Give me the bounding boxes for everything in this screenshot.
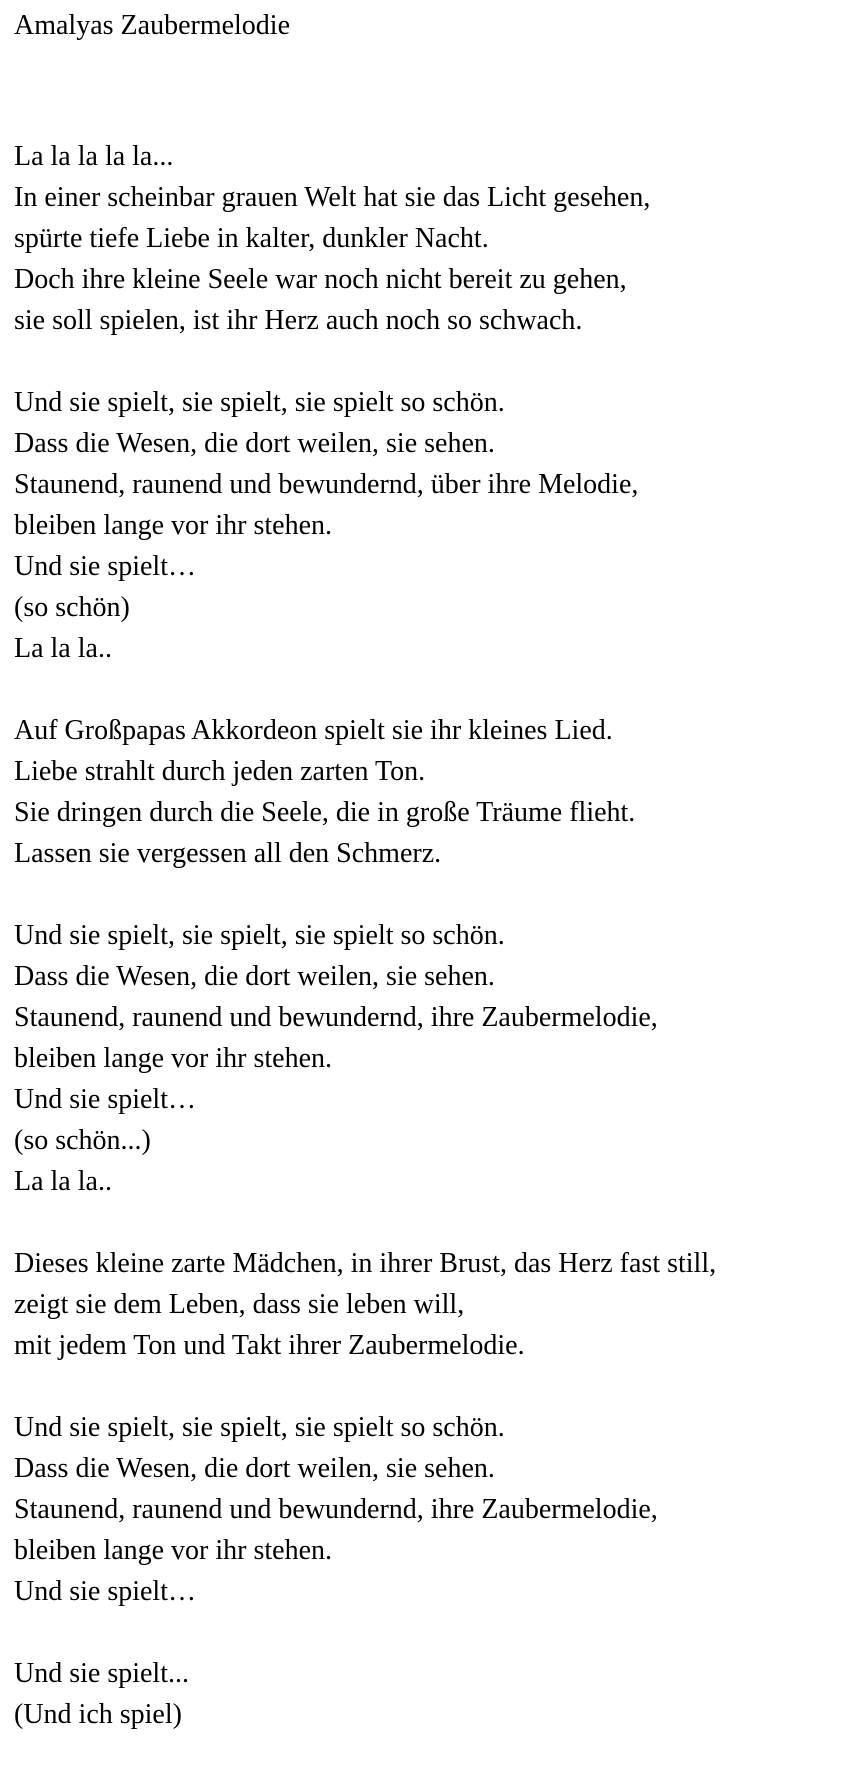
stanza	[14, 1243, 848, 1366]
lyric-line: (so schön...)	[14, 1125, 151, 1156]
lyric-line: bleiben lange vor ihr stehen.	[14, 1535, 333, 1566]
lyric-line: Dass die Wesen, die dort weilen, sie sehen.	[14, 1453, 495, 1484]
lyric-line: spürte tiefe Liebe in kalter, dunkler Nacht.	[14, 223, 489, 254]
lyrics-body	[14, 136, 848, 1735]
lyric-line: Lassen sie vergessen all den Schmerz.	[14, 838, 442, 869]
stanza	[14, 1653, 848, 1735]
lyric-line: (Und ich spiel)	[14, 1699, 182, 1730]
lyric-line: zeigt sie dem Leben, dass sie leben will,	[14, 1289, 465, 1320]
stanza	[14, 710, 848, 874]
lyric-line: Dieses kleine zarte Mädchen, in ihrer Brust, das Herz fast still,	[14, 1248, 717, 1279]
lyric-line: Staunend, raunend und bewundernd, ihre Zaubermelodie,	[14, 1002, 658, 1033]
lyric-line: In einer scheinbar grauen Welt hat sie das Licht gesehen,	[14, 182, 651, 213]
lyric-line: Sie dringen durch die Seele, die in große Träume flieht.	[14, 797, 636, 828]
stanza	[14, 1407, 848, 1612]
lyric-line: Auf Großpapas Akkordeon spielt sie ihr kleines Lied.	[14, 715, 613, 746]
lyric-line: bleiben lange vor ihr stehen.	[14, 1043, 333, 1074]
lyric-line: Und sie spielt…	[14, 1084, 196, 1115]
song-title: Amalyas Zaubermelodie	[14, 10, 291, 41]
lyric-line: La la la..	[14, 633, 112, 664]
lyric-line: Staunend, raunend und bewundernd, ihre Zaubermelodie,	[14, 1494, 658, 1525]
lyric-line: sie soll spielen, ist ihr Herz auch noch so schwach.	[14, 305, 583, 336]
lyric-line: Und sie spielt, sie spielt, sie spielt so schön.	[14, 1412, 505, 1443]
lyric-line: (so schön)	[14, 592, 130, 623]
stanza	[14, 382, 848, 669]
lyric-line: Dass die Wesen, die dort weilen, sie sehen.	[14, 428, 495, 459]
lyric-line: Dass die Wesen, die dort weilen, sie sehen.	[14, 961, 495, 992]
lyric-line: Staunend, raunend und bewundernd, über ihre Melodie,	[14, 469, 639, 500]
lyric-line: La la la la la...	[14, 141, 174, 172]
lyric-line: Und sie spielt...	[14, 1658, 189, 1689]
lyric-line: Und sie spielt, sie spielt, sie spielt so schön.	[14, 920, 505, 951]
lyric-line: bleiben lange vor ihr stehen.	[14, 510, 333, 541]
lyric-line: Liebe strahlt durch jeden zarten Ton.	[14, 756, 426, 787]
lyric-line: La la la..	[14, 1166, 112, 1197]
stanza	[14, 915, 848, 1202]
lyric-line: Und sie spielt, sie spielt, sie spielt so schön.	[14, 387, 505, 418]
lyric-line: Und sie spielt…	[14, 1576, 196, 1607]
stanza	[14, 136, 848, 341]
lyric-line: mit jedem Ton und Takt ihrer Zaubermelodie.	[14, 1330, 525, 1361]
lyric-line: Doch ihre kleine Seele war noch nicht bereit zu gehen,	[14, 264, 627, 295]
lyric-line: Und sie spielt…	[14, 551, 196, 582]
